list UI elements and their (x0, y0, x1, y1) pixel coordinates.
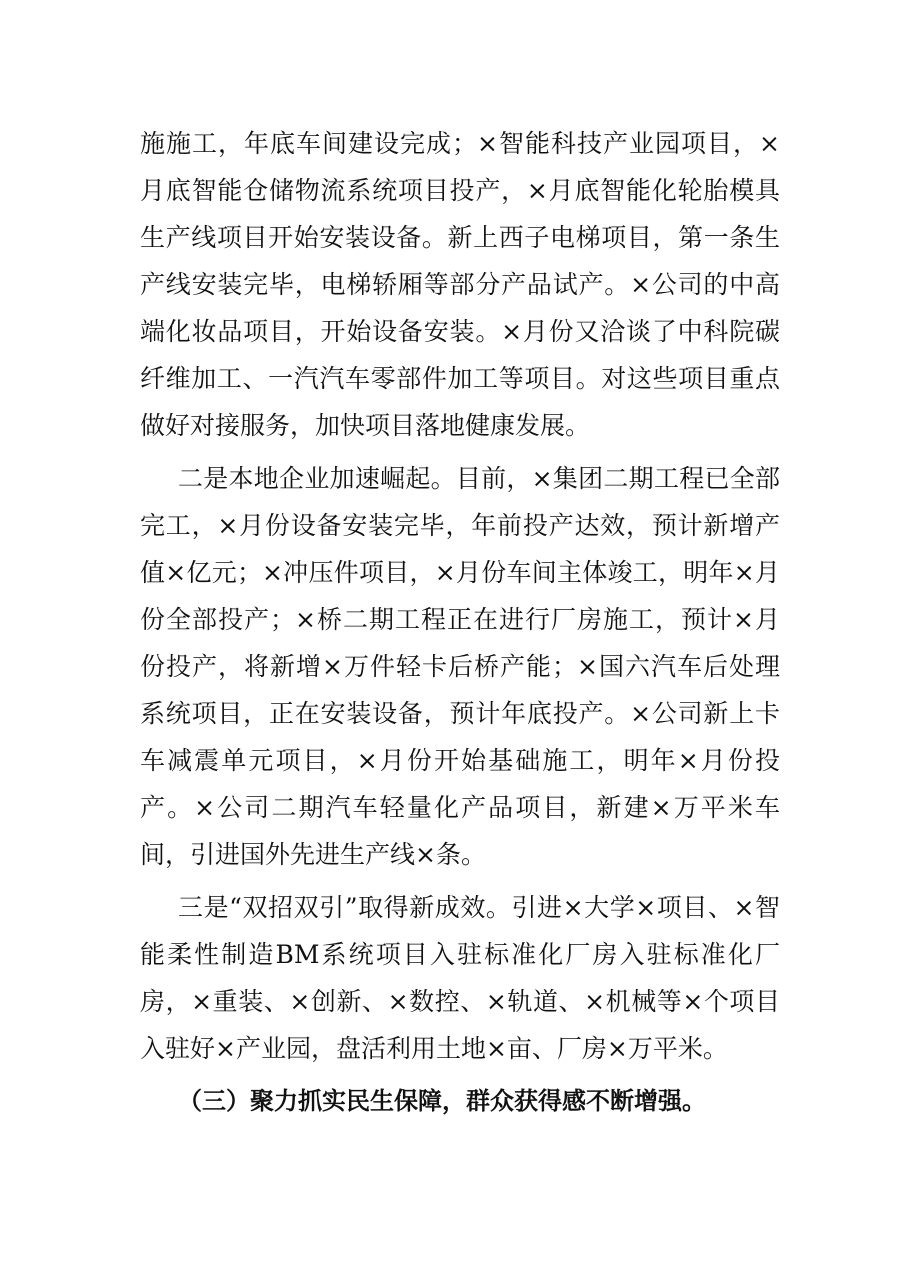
document-body (140, 120, 780, 1125)
paragraph-project-progress: 施施工，年底车间建设完成；×智能科技产业园项目，×月底智能仓储物流系统项目投产，×月底智能化轮胎模具生产线项目开始安装设备。新上西子电梯项目，第一条生产线安装完毕，电梯轿厢等部分产品试产。×公司的中高端化妆品项目，开始设备安装。×月份又洽谈了中科院碳纤维加工、一汽汽车零部件加工等项目。对这些项目重点做好对接服务，加快项目落地健康发展。 (140, 129, 780, 440)
paragraph-investment-results: 三是“双招双引”取得新成效。引进×大学×项目、×智能柔性制造BM系统项目入驻标准化厂房入驻标准化厂房，×重装、×创新、×数控、×轨道、×机械等×个项目入驻好×产业园，盘活利用土地×亩、厂房×万平米。 (140, 893, 780, 1063)
paragraph-local-enterprises: 二是本地企业加速崛起。目前，×集团二期工程已全部完工，×月份设备安装完毕，年前投产达效，预计新增产值×亿元；×冲压件项目，×月份车间主体竣工，明年×月份全部投产；×桥二期工程正在进行厂房施工，预计×月份投产，将新增×万件轻卡后桥产能；×国六汽车后处理系统项目，正在安装设备，预计年底投产。×公司新上卡车减震单元项目，×月份开始基础施工，明年×月份投产。×公司二期汽车轻量化产品项目，新建×万平米车间，引进国外先进生产线×条。 (140, 464, 780, 869)
section-heading-livelihood: （三）聚力抓实民生保障，群众获得感不断增强。 (178, 1087, 706, 1115)
